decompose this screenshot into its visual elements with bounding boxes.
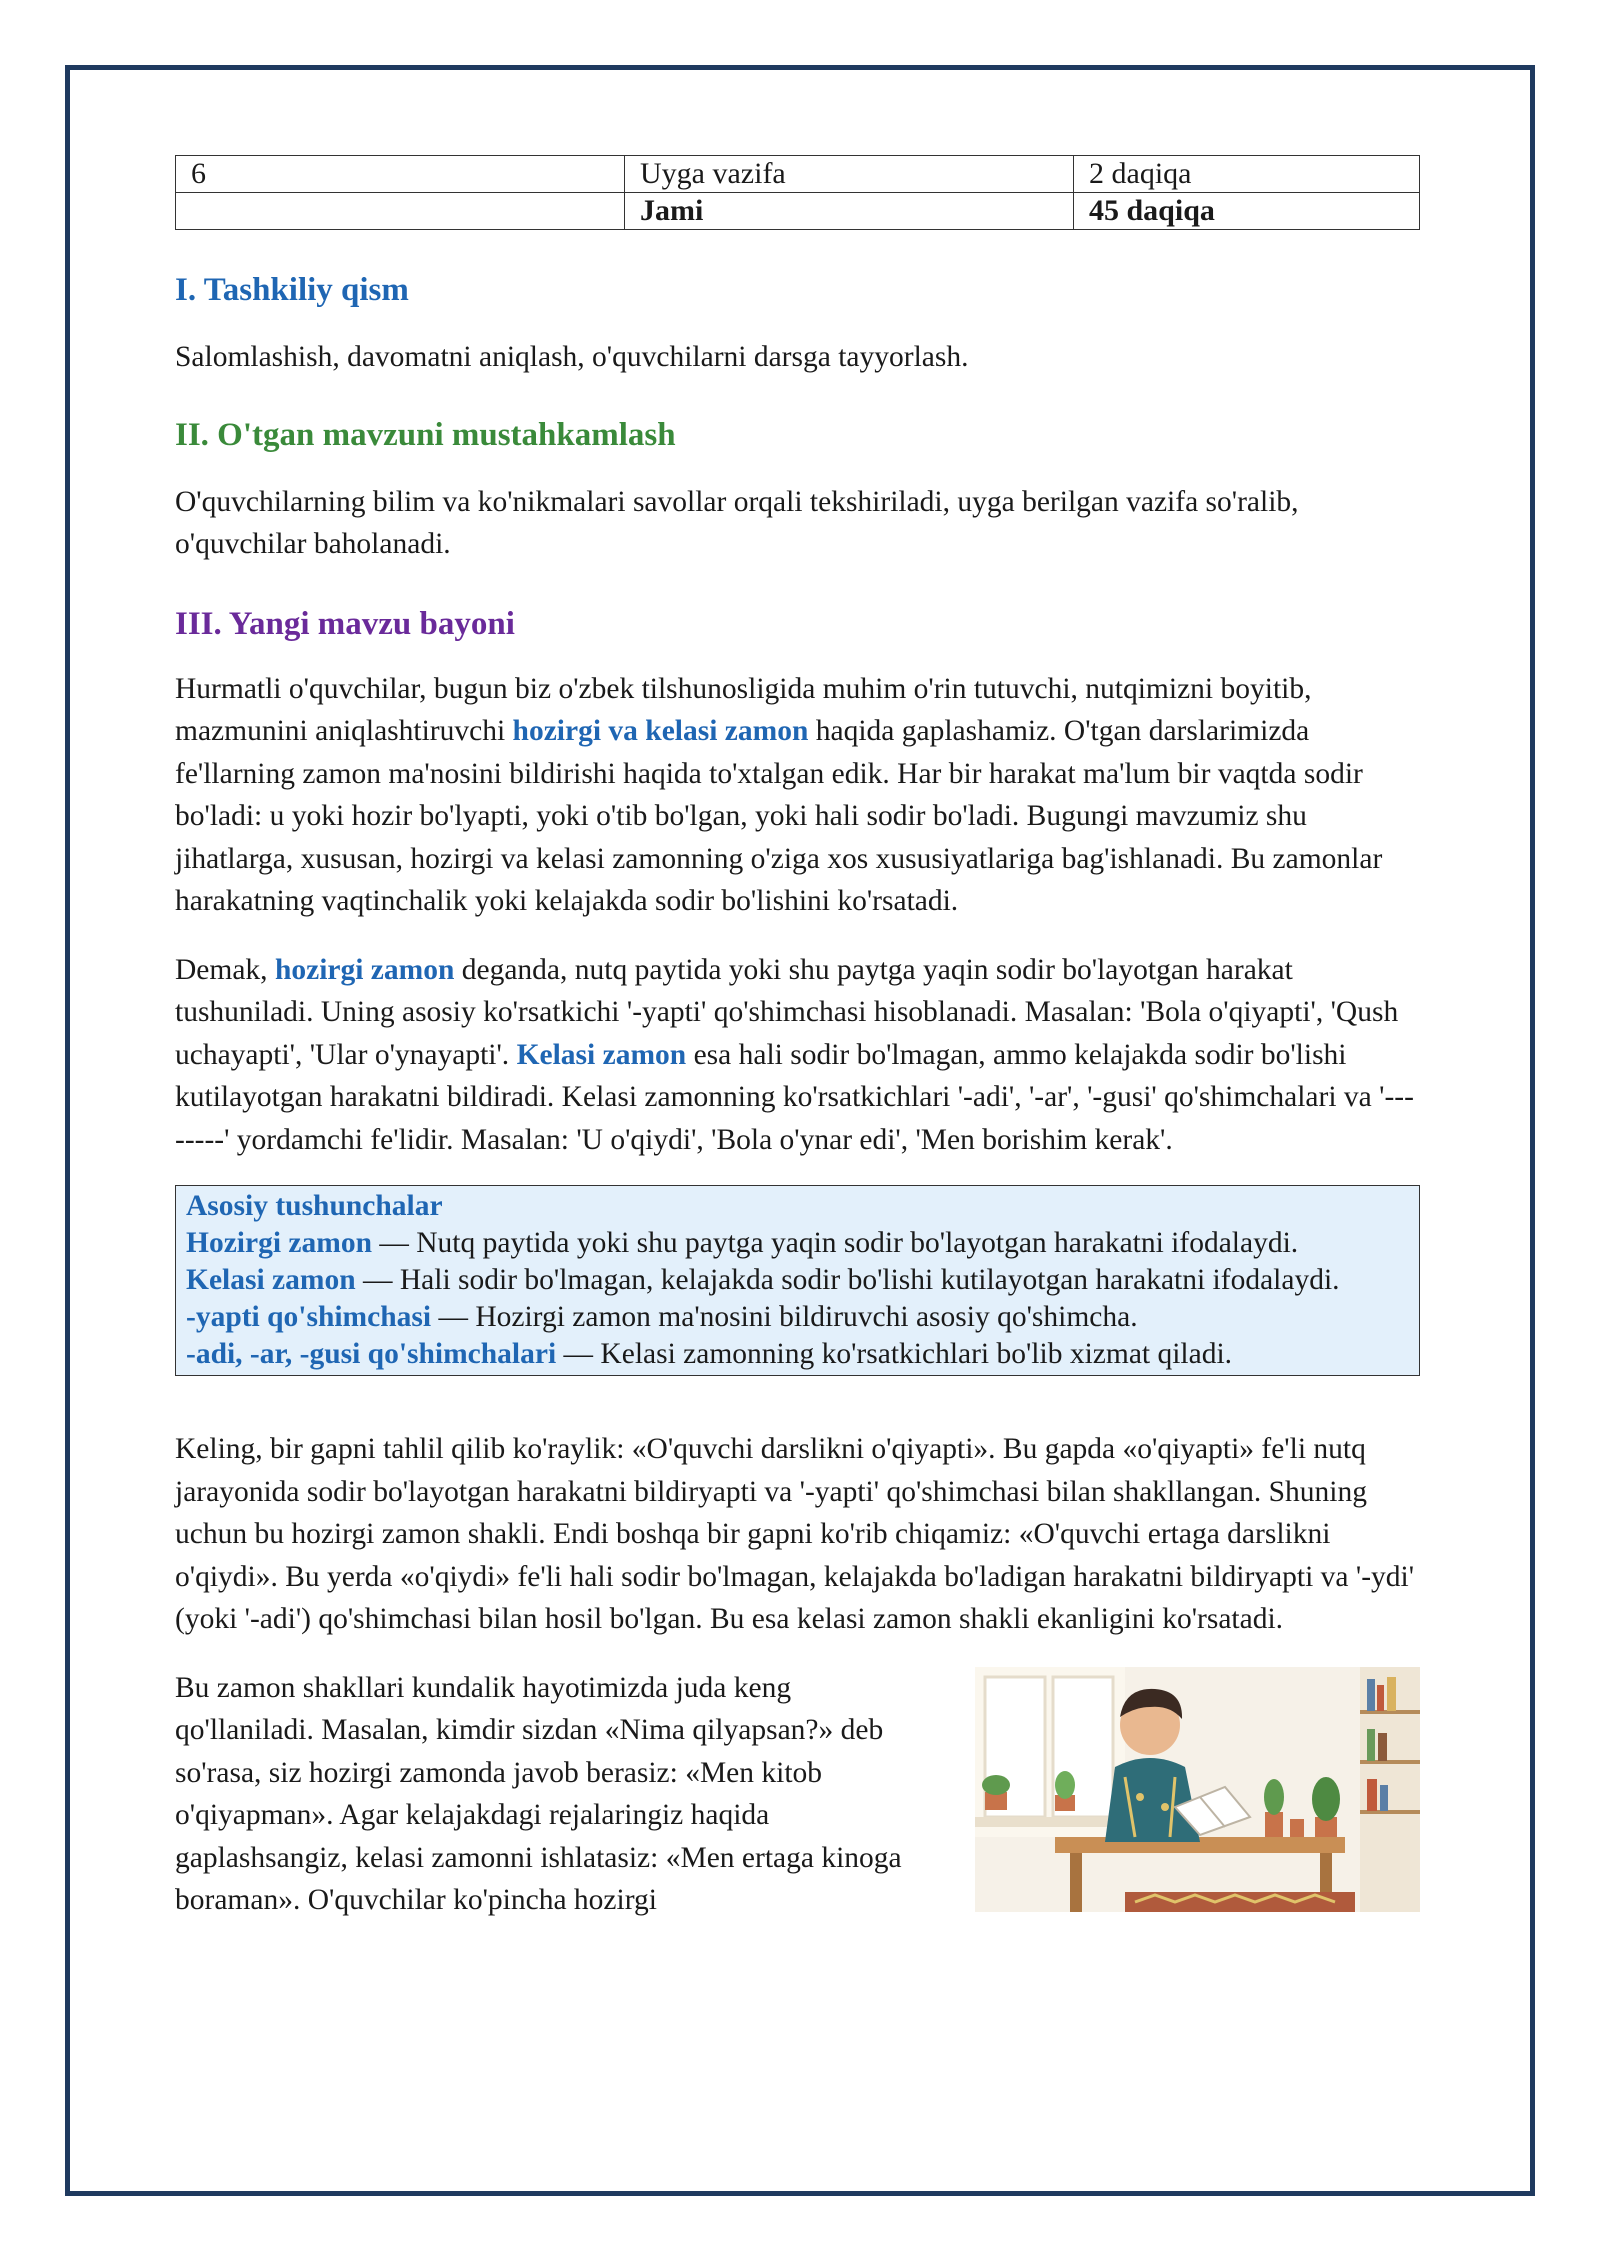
key-concept-item: [186, 1225, 1409, 1262]
key-concept-item: [186, 1262, 1409, 1299]
paragraph-definitions: [175, 949, 1420, 1162]
paragraph-text: esa hali sodir bo'lmagan, ammo kelajakda sodir bo'lishi kutilayotgan harakatni bildiradi. Kelasi zamonning ko'rsatkichlari '-adi', '-ar', '-gusi' qo'shimchalari va '--------' yordamchi fe'lidir. Masalan: 'U o'qiydi', 'Bola o'ynar edi', 'Men borishim kerak'.: [175, 1038, 1414, 1156]
highlight-term: hozirgi va kelasi zamon: [512, 715, 809, 747]
key-concepts-title: Asosiy tushunchalar: [186, 1190, 443, 1222]
paragraph-usage: Bu zamon shakllari kundalik hayotimizda juda keng qo'llaniladi. Masalan, kimdir sizdan «Nima qilyapsan?» deb so'rasa, siz hozirgi zamonda javob berasiz: «Men kitob o'qiyapman». Agar kelajakdagi rejalaringiz haqida gaplashsangiz, kelasi zamonni ishlatasiz: «Men ertaga kinoga boraman». O'quvchilar ko'pincha hozirgi: [175, 1671, 902, 1916]
table-cell-total-time: 45 daqiqa: [1074, 193, 1420, 230]
highlight-term: hozirgi zamon: [274, 953, 455, 986]
illustrated-section: [175, 1667, 1420, 1927]
section-heading-review: II. O'tgan mavzuni mustahkamlash: [175, 416, 676, 453]
concept-term: Kelasi zamon: [186, 1264, 356, 1296]
concept-definition: — Hali sodir bo'lmagan, kelajakda sodir bo'lishi kutilayotgan harakatni ifodalaydi.: [355, 1264, 1340, 1296]
concept-term: -adi, -ar, -gusi qo'shimchalari: [186, 1338, 557, 1370]
highlight-term: Kelasi zamon: [516, 1038, 687, 1071]
key-concept-item: [186, 1336, 1409, 1373]
table-cell-number: [176, 193, 625, 230]
table-cell-total-label: Jami: [625, 193, 1074, 230]
concept-definition: — Nutq paytida yoki shu paytga yaqin sodir bo'layotgan harakatni ifodalaydi.: [371, 1227, 1299, 1259]
section-heading-new-topic: III. Yangi mavzu bayoni: [175, 605, 515, 642]
paragraph-text: Hurmatli o'quvchilar, bugun biz o'zbek tilshunosligida muhim o'rin tutuvchi, nutqimizni boyitib, mazmunini aniqlashtiruvchi: [175, 672, 1312, 747]
section-text-review: O'quvchilarning bilim va ko'nikmalari savollar orqali tekshiriladi, uyga berilgan vazifa so'ralib, o'quvchilar baholanadi.: [175, 485, 1299, 560]
student-reading-illustration: [975, 1667, 1420, 1912]
table-row: [176, 156, 1420, 193]
lesson-plan-table: [175, 155, 1420, 230]
paragraph-analysis: Keling, bir gapni tahlil qilib ko'raylik: «O'quvchi darslikni o'qiyapti». Bu gapda «o'qiyapti» fe'li nutq jarayonida sodir bo'layotgan harakatni bildiryapti va '-yapti' qo'shimchasi bilan shakllangan. Shuning uchun bu hozirgi zamon shakli. Endi boshqa bir gapni ko'rib chiqamiz: «O'quvchi ertaga darslikni o'qiydi». Bu yerda «o'qiydi» fe'li hali sodir bo'lmagan, kelajakda bo'ladigan harakatni bildiryapti va '-ydi' (yoki '-adi') qo'shimchasi bilan hosil bo'lgan. Bu esa kelasi zamon shakli ekanligini ko'rsatadi.: [175, 1433, 1415, 1635]
page-content: [175, 155, 1420, 1927]
concept-term: Hozirgi zamon: [186, 1227, 372, 1259]
paragraph-text: deganda, nutq paytida yoki shu paytga yaqin sodir bo'layotgan harakat tushuniladi. Uning asosiy ko'rsatkichi '-yapti' qo'shimchasi hisoblanadi. Masalan: 'Bola o'qiyapti', 'Qush uchayapti', 'Ular o'ynayapti'.: [175, 953, 1399, 1071]
table-row-total: [176, 193, 1420, 230]
concept-definition: — Kelasi zamonning ko'rsatkichlari bo'lib xizmat qiladi.: [556, 1338, 1233, 1370]
section-heading-organizational: I. Tashkiliy qism: [175, 272, 409, 308]
paragraph-text: Demak,: [175, 953, 275, 986]
key-concept-item: [186, 1299, 1409, 1336]
concept-term: -yapti qo'shimchasi: [186, 1301, 432, 1333]
table-cell-time: 2 daqiqa: [1074, 156, 1420, 193]
paragraph-text: haqida gaplashamiz. O'tgan darslarimizda fe'llarning zamon ma'nosini bildirishi haqida to'xtalgan edik. Har bir harakat ma'lum bir vaqtda sodir bo'ladi: u yoki hozir bo'lyapti, yoki o'tib bo'lgan, yoki hali sodir bo'ladi. Bugungi mavzumiz shu jihatlarga, xususan, hozirgi va kelasi zamonning o'ziga xos xususiyatlariga bag'ishlanadi. Bu zamonlar harakatning vaqtinchalik yoki kelajakda sodir bo'lishini ko'rsatadi.: [175, 715, 1383, 917]
concept-definition: — Hozirgi zamon ma'nosini bildiruvchi asosiy qo'shimcha.: [431, 1301, 1138, 1333]
table-cell-stage: Uyga vazifa: [625, 156, 1074, 193]
section-text-organizational: Salomlashish, davomatni aniqlash, o'quvchilarni darsga tayyorlash.: [175, 341, 969, 373]
paragraph-intro: [175, 668, 1420, 923]
table-cell-number: 6: [176, 156, 625, 193]
key-concepts-box: [175, 1185, 1420, 1376]
